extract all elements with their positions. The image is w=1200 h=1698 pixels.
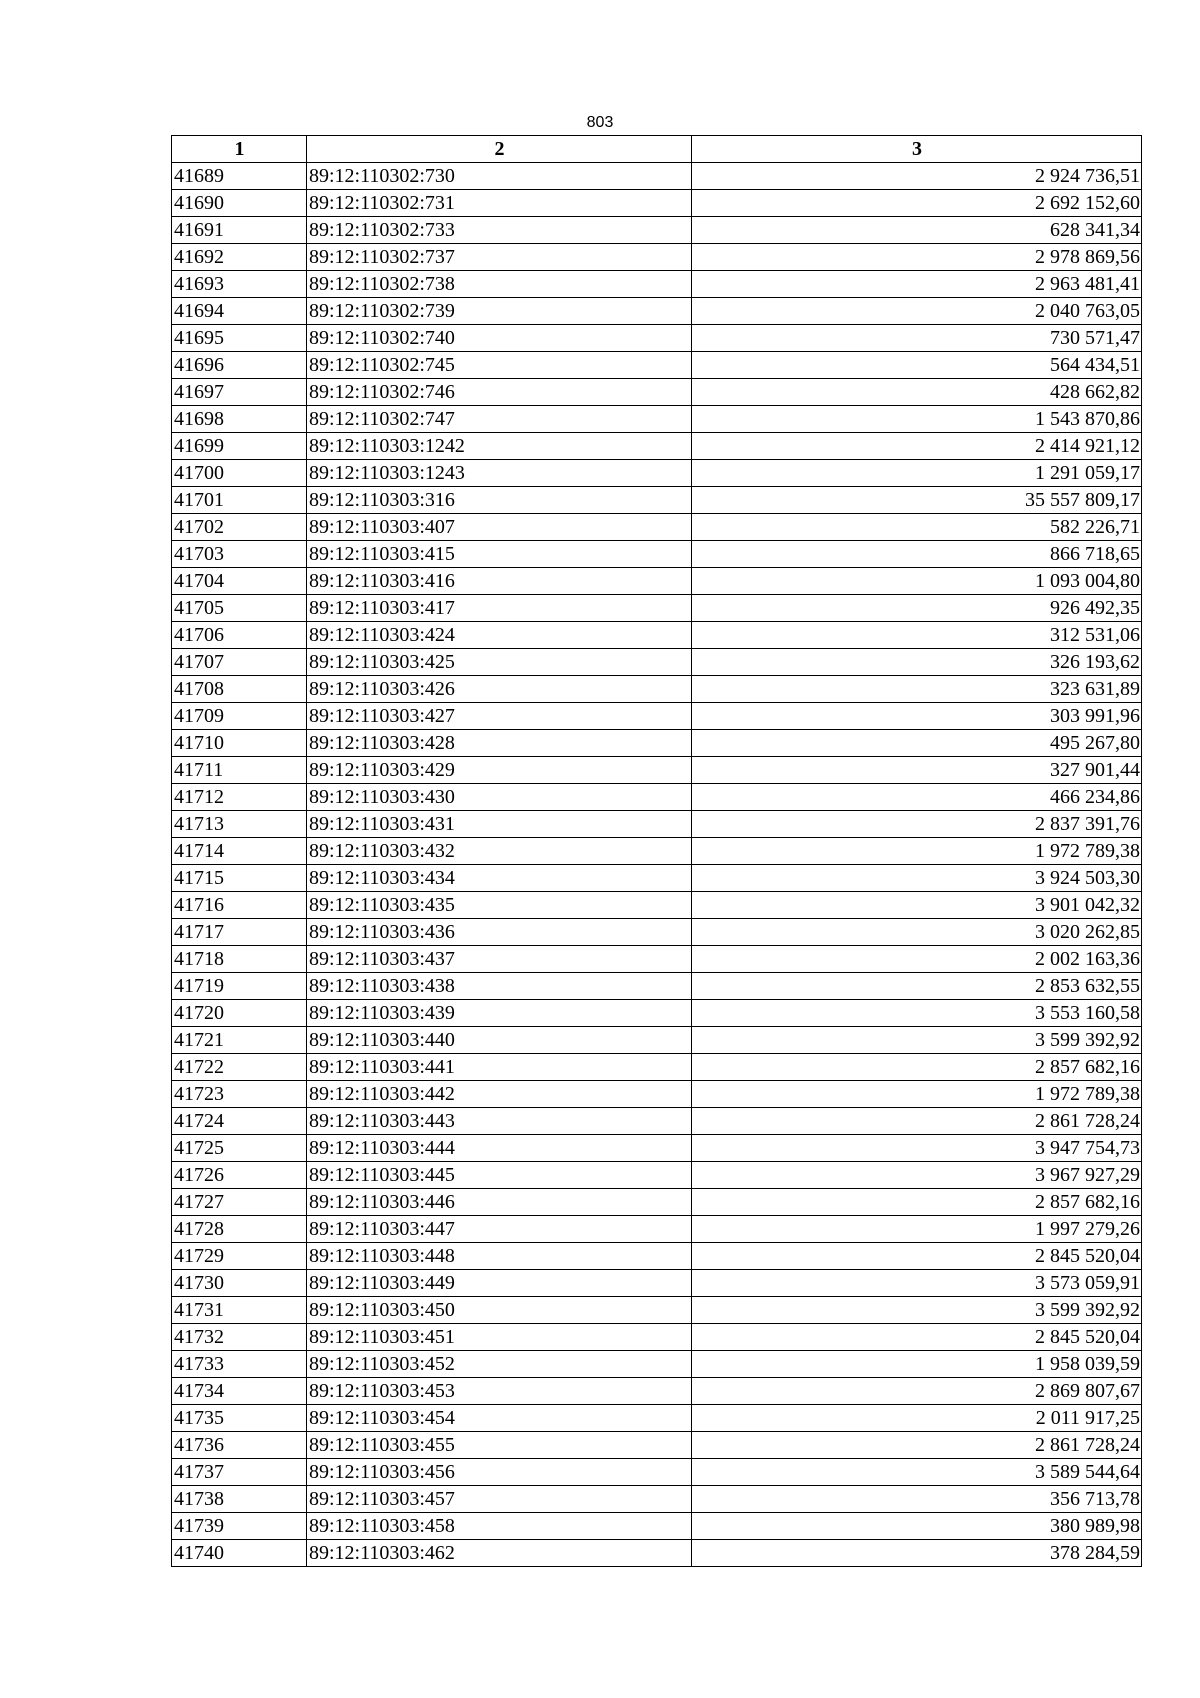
cadastral-number-cell: 89:12:110303:426 [307, 676, 692, 703]
row-index-cell: 41731 [172, 1297, 307, 1324]
cadastral-number-cell: 89:12:110303:443 [307, 1108, 692, 1135]
value-cell: 1 997 279,26 [692, 1216, 1142, 1243]
cadastral-number-cell: 89:12:110303:445 [307, 1162, 692, 1189]
table-row [172, 676, 1142, 703]
cadastral-number-cell: 89:12:110303:431 [307, 811, 692, 838]
value-cell: 1 093 004,80 [692, 568, 1142, 595]
row-index-cell: 41692 [172, 244, 307, 271]
row-index-cell: 41714 [172, 838, 307, 865]
cadastral-number-cell: 89:12:110303:446 [307, 1189, 692, 1216]
value-cell: 1 958 039,59 [692, 1351, 1142, 1378]
table-row [172, 784, 1142, 811]
cadastral-number-cell: 89:12:110303:455 [307, 1432, 692, 1459]
row-index-cell: 41717 [172, 919, 307, 946]
value-cell: 3 901 042,32 [692, 892, 1142, 919]
cadastral-number-cell: 89:12:110303:424 [307, 622, 692, 649]
table-row [172, 892, 1142, 919]
value-cell: 1 291 059,17 [692, 460, 1142, 487]
table-row [172, 1405, 1142, 1432]
row-index-cell: 41689 [172, 163, 307, 190]
table-row [172, 352, 1142, 379]
row-index-cell: 41706 [172, 622, 307, 649]
row-index-cell: 41699 [172, 433, 307, 460]
table-row [172, 1216, 1142, 1243]
table-row [172, 865, 1142, 892]
row-index-cell: 41734 [172, 1378, 307, 1405]
cadastral-number-cell: 89:12:110302:738 [307, 271, 692, 298]
value-cell: 3 573 059,91 [692, 1270, 1142, 1297]
cadastral-number-cell: 89:12:110303:454 [307, 1405, 692, 1432]
value-cell: 428 662,82 [692, 379, 1142, 406]
cadastral-number-cell: 89:12:110303:440 [307, 1027, 692, 1054]
row-index-cell: 41705 [172, 595, 307, 622]
cadastral-number-cell: 89:12:110303:441 [307, 1054, 692, 1081]
cadastral-number-cell: 89:12:110303:436 [307, 919, 692, 946]
row-index-cell: 41700 [172, 460, 307, 487]
row-index-cell: 41709 [172, 703, 307, 730]
cadastral-number-cell: 89:12:110303:452 [307, 1351, 692, 1378]
row-index-cell: 41708 [172, 676, 307, 703]
table-row [172, 1162, 1142, 1189]
row-index-cell: 41728 [172, 1216, 307, 1243]
table-row [172, 973, 1142, 1000]
value-cell: 2 853 632,55 [692, 973, 1142, 1000]
cadastral-number-cell: 89:12:110302:739 [307, 298, 692, 325]
value-cell: 2 857 682,16 [692, 1054, 1142, 1081]
table-row [172, 541, 1142, 568]
value-cell: 2 861 728,24 [692, 1432, 1142, 1459]
table-row [172, 1432, 1142, 1459]
value-cell: 564 434,51 [692, 352, 1142, 379]
value-cell: 356 713,78 [692, 1486, 1142, 1513]
row-index-cell: 41713 [172, 811, 307, 838]
row-index-cell: 41694 [172, 298, 307, 325]
table-row [172, 1243, 1142, 1270]
value-cell: 3 947 754,73 [692, 1135, 1142, 1162]
row-index-cell: 41724 [172, 1108, 307, 1135]
cadastral-number-cell: 89:12:110303:415 [307, 541, 692, 568]
table-row [172, 379, 1142, 406]
value-cell: 2 040 763,05 [692, 298, 1142, 325]
row-index-cell: 41712 [172, 784, 307, 811]
column-header-1: 1 [172, 136, 307, 163]
value-cell: 3 599 392,92 [692, 1027, 1142, 1054]
cadastral-number-cell: 89:12:110303:428 [307, 730, 692, 757]
table-row [172, 271, 1142, 298]
table-row [172, 298, 1142, 325]
value-cell: 303 991,96 [692, 703, 1142, 730]
cadastral-number-cell: 89:12:110303:453 [307, 1378, 692, 1405]
row-index-cell: 41723 [172, 1081, 307, 1108]
cadastral-number-cell: 89:12:110303:438 [307, 973, 692, 1000]
table-row [172, 838, 1142, 865]
cadastral-number-cell: 89:12:110303:444 [307, 1135, 692, 1162]
row-index-cell: 41703 [172, 541, 307, 568]
row-index-cell: 41704 [172, 568, 307, 595]
row-index-cell: 41691 [172, 217, 307, 244]
value-cell: 866 718,65 [692, 541, 1142, 568]
cadastral-number-cell: 89:12:110303:435 [307, 892, 692, 919]
value-cell: 326 193,62 [692, 649, 1142, 676]
table-row [172, 622, 1142, 649]
table-row [172, 1324, 1142, 1351]
table-row [172, 1540, 1142, 1567]
cadastral-number-cell: 89:12:110303:439 [307, 1000, 692, 1027]
row-index-cell: 41740 [172, 1540, 307, 1567]
row-index-cell: 41739 [172, 1513, 307, 1540]
value-cell: 3 599 392,92 [692, 1297, 1142, 1324]
cadastral-number-cell: 89:12:110303:462 [307, 1540, 692, 1567]
value-cell: 926 492,35 [692, 595, 1142, 622]
cadastral-number-cell: 89:12:110303:442 [307, 1081, 692, 1108]
table-row [172, 244, 1142, 271]
row-index-cell: 41718 [172, 946, 307, 973]
value-cell: 2 837 391,76 [692, 811, 1142, 838]
column-header-2: 2 [307, 136, 692, 163]
cadastral-number-cell: 89:12:110302:747 [307, 406, 692, 433]
value-cell: 1 972 789,38 [692, 1081, 1142, 1108]
cadastral-number-cell: 89:12:110303:432 [307, 838, 692, 865]
row-index-cell: 41726 [172, 1162, 307, 1189]
table-row [172, 1189, 1142, 1216]
table-row [172, 649, 1142, 676]
value-cell: 495 267,80 [692, 730, 1142, 757]
table-body [172, 163, 1142, 1567]
value-cell: 2 692 152,60 [692, 190, 1142, 217]
table-row [172, 406, 1142, 433]
table-row [172, 811, 1142, 838]
cadastral-number-cell: 89:12:110303:427 [307, 703, 692, 730]
value-cell: 2 845 520,04 [692, 1324, 1142, 1351]
row-index-cell: 41707 [172, 649, 307, 676]
row-index-cell: 41735 [172, 1405, 307, 1432]
row-index-cell: 41693 [172, 271, 307, 298]
table-row [172, 1108, 1142, 1135]
row-index-cell: 41730 [172, 1270, 307, 1297]
cadastral-number-cell: 89:12:110303:451 [307, 1324, 692, 1351]
value-cell: 2 414 921,12 [692, 433, 1142, 460]
table-row [172, 325, 1142, 352]
table-row [172, 190, 1142, 217]
value-cell: 2 924 736,51 [692, 163, 1142, 190]
row-index-cell: 41725 [172, 1135, 307, 1162]
row-index-cell: 41727 [172, 1189, 307, 1216]
cadastral-number-cell: 89:12:110302:730 [307, 163, 692, 190]
value-cell: 3 589 544,64 [692, 1459, 1142, 1486]
value-cell: 380 989,98 [692, 1513, 1142, 1540]
row-index-cell: 41733 [172, 1351, 307, 1378]
table-row [172, 1027, 1142, 1054]
row-index-cell: 41716 [172, 892, 307, 919]
cadastral-number-cell: 89:12:110302:733 [307, 217, 692, 244]
cadastral-number-cell: 89:12:110303:417 [307, 595, 692, 622]
value-cell: 2 978 869,56 [692, 244, 1142, 271]
row-index-cell: 41690 [172, 190, 307, 217]
table-row [172, 433, 1142, 460]
value-cell: 3 924 503,30 [692, 865, 1142, 892]
value-cell: 582 226,71 [692, 514, 1142, 541]
row-index-cell: 41698 [172, 406, 307, 433]
value-cell: 1 972 789,38 [692, 838, 1142, 865]
table-row [172, 1459, 1142, 1486]
cadastral-number-cell: 89:12:110303:449 [307, 1270, 692, 1297]
cadastral-number-cell: 89:12:110303:429 [307, 757, 692, 784]
value-cell: 35 557 809,17 [692, 487, 1142, 514]
value-cell: 1 543 870,86 [692, 406, 1142, 433]
table-row [172, 946, 1142, 973]
cadastral-number-cell: 89:12:110303:450 [307, 1297, 692, 1324]
row-index-cell: 41736 [172, 1432, 307, 1459]
value-cell: 628 341,34 [692, 217, 1142, 244]
value-cell: 323 631,89 [692, 676, 1142, 703]
cadastral-number-cell: 89:12:110303:458 [307, 1513, 692, 1540]
table-row [172, 919, 1142, 946]
value-cell: 378 284,59 [692, 1540, 1142, 1567]
value-cell: 327 901,44 [692, 757, 1142, 784]
cadastral-number-cell: 89:12:110302:731 [307, 190, 692, 217]
cadastral-number-cell: 89:12:110303:447 [307, 1216, 692, 1243]
table-row [172, 595, 1142, 622]
table-row [172, 1000, 1142, 1027]
row-index-cell: 41701 [172, 487, 307, 514]
table-row [172, 757, 1142, 784]
row-index-cell: 41737 [172, 1459, 307, 1486]
value-cell: 466 234,86 [692, 784, 1142, 811]
cadastral-number-cell: 89:12:110303:316 [307, 487, 692, 514]
table-row [172, 163, 1142, 190]
row-index-cell: 41719 [172, 973, 307, 1000]
value-cell: 730 571,47 [692, 325, 1142, 352]
cadastral-number-cell: 89:12:110303:437 [307, 946, 692, 973]
row-index-cell: 41720 [172, 1000, 307, 1027]
row-index-cell: 41711 [172, 757, 307, 784]
column-header-3: 3 [692, 136, 1142, 163]
table-row [172, 487, 1142, 514]
cadastral-number-cell: 89:12:110303:448 [307, 1243, 692, 1270]
value-cell: 3 553 160,58 [692, 1000, 1142, 1027]
page-number: 803 [586, 114, 614, 131]
row-index-cell: 41702 [172, 514, 307, 541]
cadastral-number-cell: 89:12:110303:1243 [307, 460, 692, 487]
cadastral-number-cell: 89:12:110303:425 [307, 649, 692, 676]
table-row [172, 568, 1142, 595]
table-row [172, 730, 1142, 757]
table-row [172, 1297, 1142, 1324]
cadastral-number-cell: 89:12:110303:407 [307, 514, 692, 541]
row-index-cell: 41729 [172, 1243, 307, 1270]
cadastral-number-cell: 89:12:110303:430 [307, 784, 692, 811]
row-index-cell: 41721 [172, 1027, 307, 1054]
row-index-cell: 41722 [172, 1054, 307, 1081]
cadastral-number-cell: 89:12:110302:745 [307, 352, 692, 379]
table-row [172, 1081, 1142, 1108]
row-index-cell: 41697 [172, 379, 307, 406]
value-cell: 2 845 520,04 [692, 1243, 1142, 1270]
table-row [172, 1351, 1142, 1378]
table-row [172, 217, 1142, 244]
cadastral-number-cell: 89:12:110302:746 [307, 379, 692, 406]
row-index-cell: 41710 [172, 730, 307, 757]
value-cell: 3 967 927,29 [692, 1162, 1142, 1189]
cadastral-number-cell: 89:12:110303:434 [307, 865, 692, 892]
cadastral-number-cell: 89:12:110303:457 [307, 1486, 692, 1513]
table-row [172, 460, 1142, 487]
value-cell: 2 002 163,36 [692, 946, 1142, 973]
table-row [172, 1135, 1142, 1162]
table-row [172, 1054, 1142, 1081]
cadastral-number-cell: 89:12:110302:737 [307, 244, 692, 271]
header-row [172, 136, 1142, 163]
table-row [172, 514, 1142, 541]
value-cell: 312 531,06 [692, 622, 1142, 649]
value-cell: 3 020 262,85 [692, 919, 1142, 946]
table-row [172, 703, 1142, 730]
table-header [172, 136, 1142, 163]
value-cell: 2 857 682,16 [692, 1189, 1142, 1216]
row-index-cell: 41695 [172, 325, 307, 352]
row-index-cell: 41738 [172, 1486, 307, 1513]
row-index-cell: 41696 [172, 352, 307, 379]
value-cell: 2 869 807,67 [692, 1378, 1142, 1405]
cadastral-number-cell: 89:12:110303:416 [307, 568, 692, 595]
cadastral-number-cell: 89:12:110303:456 [307, 1459, 692, 1486]
row-index-cell: 41715 [172, 865, 307, 892]
cadastral-number-cell: 89:12:110302:740 [307, 325, 692, 352]
cadastral-number-cell: 89:12:110303:1242 [307, 433, 692, 460]
value-cell: 2 861 728,24 [692, 1108, 1142, 1135]
table-row [172, 1378, 1142, 1405]
data-table [171, 135, 1142, 1567]
value-cell: 2 011 917,25 [692, 1405, 1142, 1432]
row-index-cell: 41732 [172, 1324, 307, 1351]
value-cell: 2 963 481,41 [692, 271, 1142, 298]
table-row [172, 1513, 1142, 1540]
table-row [172, 1486, 1142, 1513]
table-row [172, 1270, 1142, 1297]
